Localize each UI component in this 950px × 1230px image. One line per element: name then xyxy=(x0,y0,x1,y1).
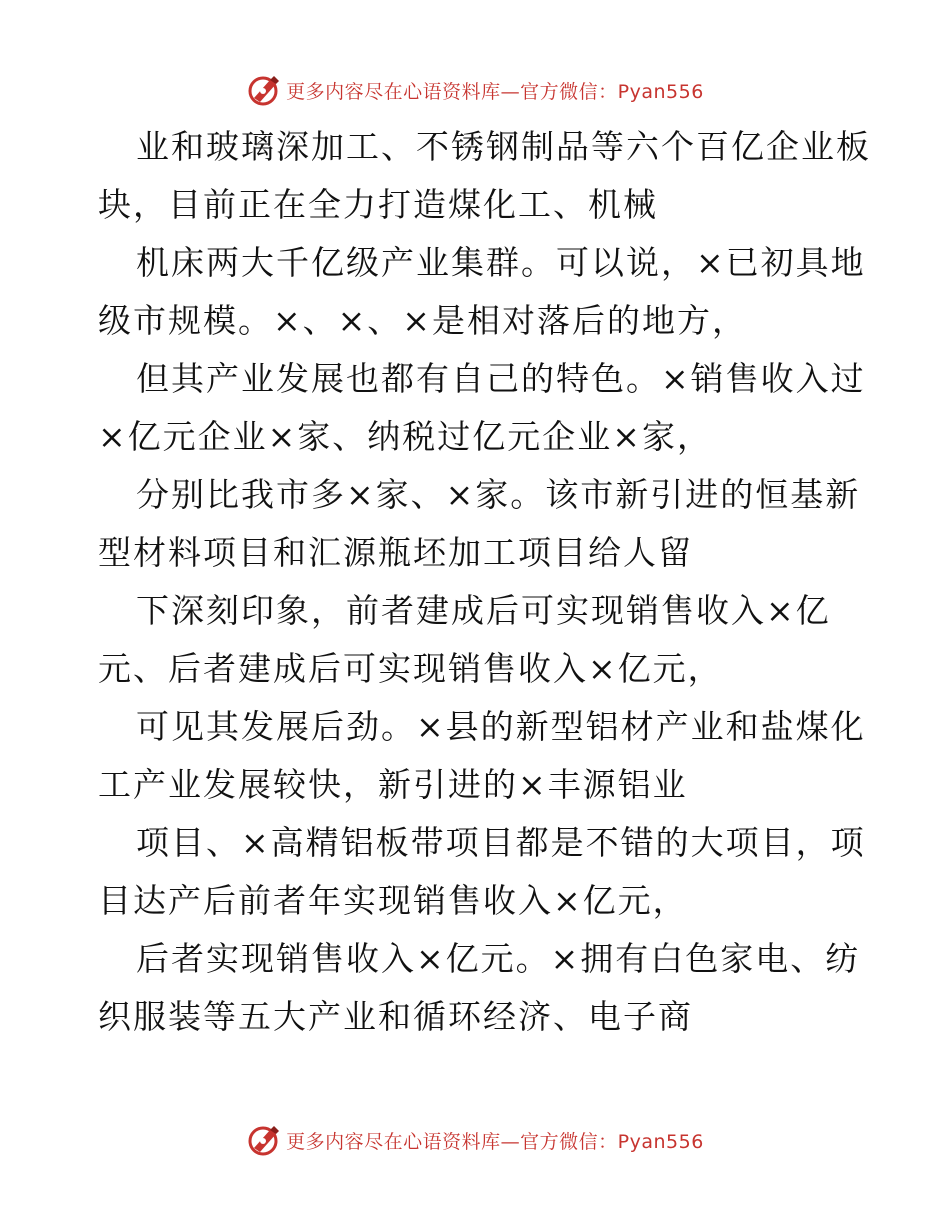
text-line: 块，目前正在全力打造煤化工、机械 xyxy=(98,185,658,224)
header-text xyxy=(286,77,704,104)
header-wechat-id: Pyan556 xyxy=(617,80,704,103)
text-line: 可见其发展后劲。×县的新型铝材产业和盐煤化 xyxy=(136,707,866,746)
pen-logo-icon xyxy=(246,1122,282,1158)
text-line: 型材料项目和汇源瓶坯加工项目给人留 xyxy=(98,533,693,572)
footer-text xyxy=(286,1127,704,1154)
text-line: 织服装等五大产业和循环经济、电子商 xyxy=(98,997,693,1036)
text-line: 业和玻璃深加工、不锈钢制品等六个百亿企业板 xyxy=(136,127,871,166)
text-line: ×亿元企业×家、纳税过亿元企业×家， xyxy=(98,417,712,456)
text-line: 元、后者建成后可实现销售收入×亿元， xyxy=(98,649,723,688)
text-line: 项目、×高精铝板带项目都是不错的大项目，项 xyxy=(136,823,866,862)
text-line: 但其产业发展也都有自己的特色。×销售收入过 xyxy=(136,359,866,398)
document-body xyxy=(98,118,871,1046)
header-banner xyxy=(0,70,950,110)
footer-wechat-id: Pyan556 xyxy=(617,1130,704,1153)
text-line: 下深刻印象，前者建成后可实现销售收入×亿 xyxy=(136,591,831,630)
text-line: 机床两大千亿级产业集群。可以说，×已初具地 xyxy=(136,243,866,282)
text-line: 级市规模。×、×、×是相对落后的地方， xyxy=(98,301,747,340)
text-line: 后者实现销售收入×亿元。×拥有白色家电、纺 xyxy=(136,939,861,978)
text-line: 分别比我市多×家、×家。该市新引进的恒基新 xyxy=(136,475,861,514)
pen-logo-icon xyxy=(246,72,282,108)
footer-label: 更多内容尽在心语资料库—官方微信： xyxy=(286,1130,618,1153)
text-line: 工产业发展较快，新引进的×丰源铝业 xyxy=(98,765,688,804)
header-label: 更多内容尽在心语资料库—官方微信： xyxy=(286,80,618,103)
text-line: 目达产后前者年实现销售收入×亿元， xyxy=(98,881,688,920)
footer-banner xyxy=(0,1120,950,1160)
